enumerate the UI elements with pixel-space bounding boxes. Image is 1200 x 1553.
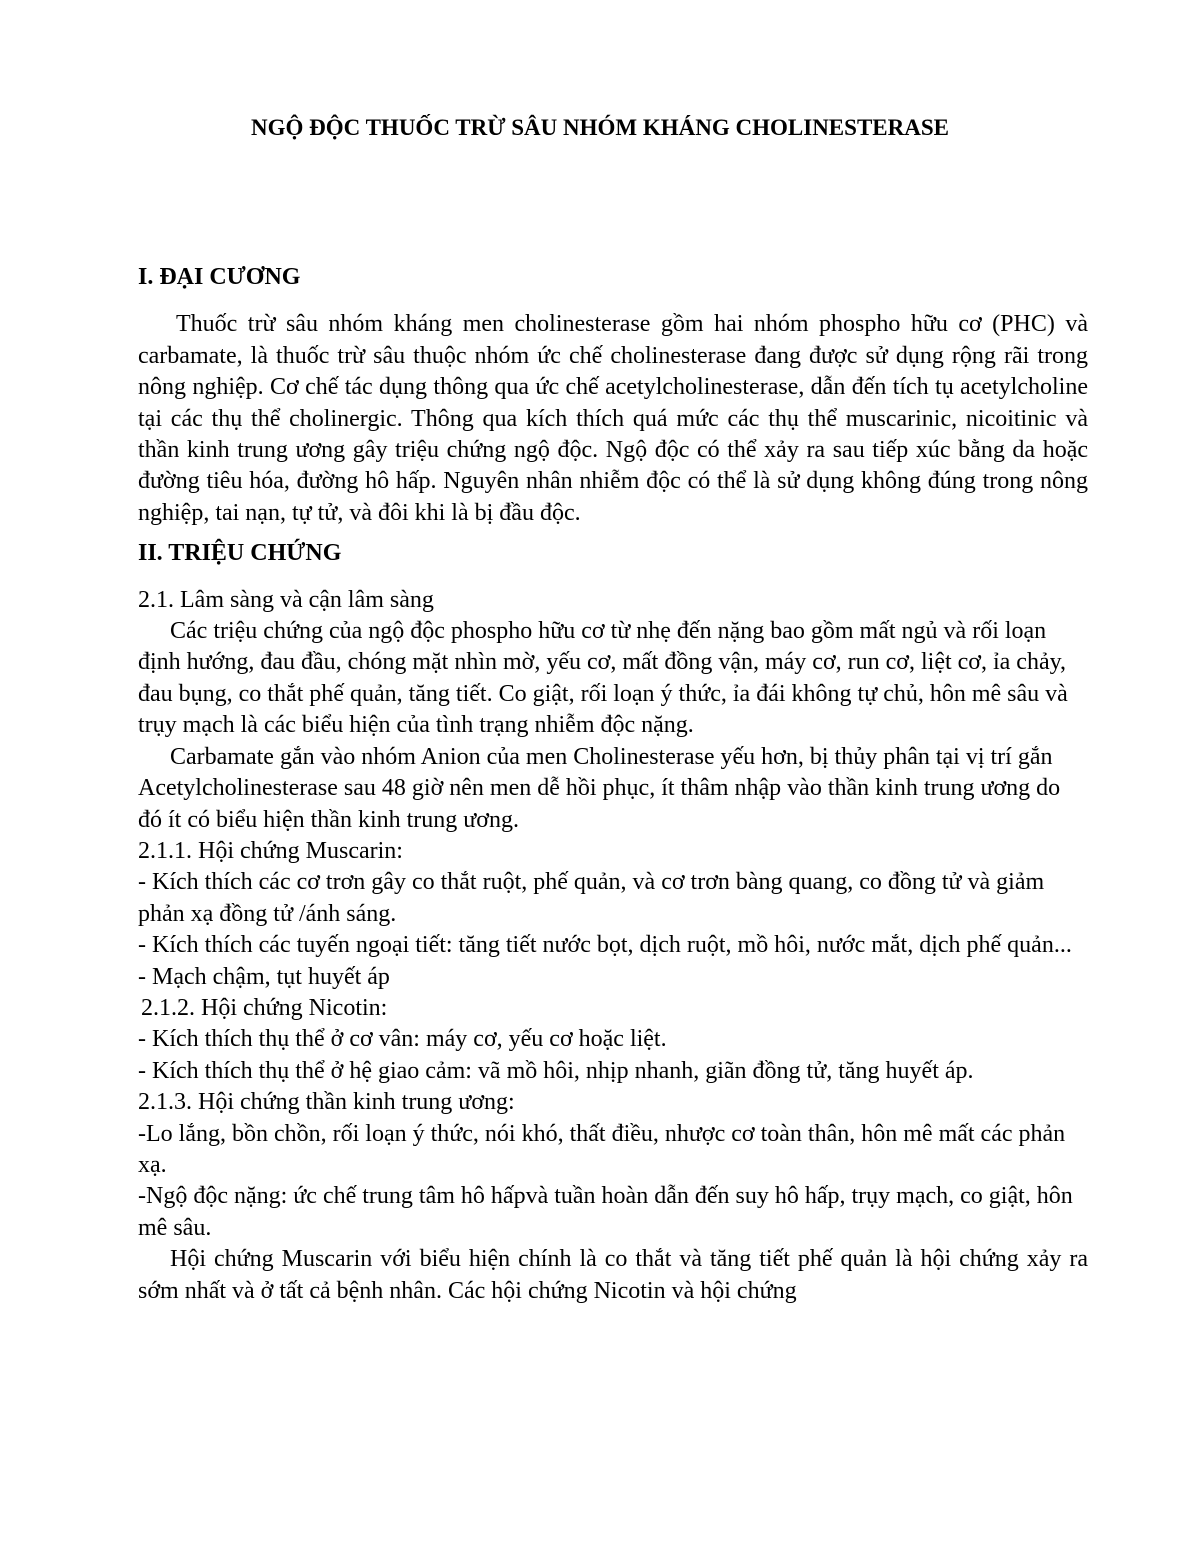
list-item-muscarin-1: - Kích thích các cơ trơn gây co thắt ruột, phế quản, và cơ trơn bàng quang, co đồng tử và giảm phản xạ đồng tử /ánh sáng. [138,869,1045,927]
section-heading-dai-cuong: I. ĐẠI CƯƠNG [138,264,301,290]
document-body [138,262,1088,1307]
list-item-nicotin-1: - Kích thích thụ thể ở cơ vân: máy cơ, yếu cơ hoặc liệt. [138,1026,667,1053]
subheading-lam-sang: 2.1. Lâm sàng và cận lâm sàng [138,586,434,613]
paragraph-dai-cuong: Thuốc trừ sâu nhóm kháng men cholinesterase gồm hai nhóm phospho hữu cơ (PHC) và carbamate, là thuốc trừ sâu thuộc nhóm ức chế cholinesterase đang được sử dụng rộng rãi trong nông nghiệp. Cơ chế tác dụng thông qua ức chế acetylcholinesterase, dẫn đến tích tụ acetylcholine tại các thụ thể cholinergic. Thông qua kích thích quá mức các thụ thể muscarinic, nicoitinic và thần kinh trung ương gây triệu chứng ngộ độc. Ngộ độc có thể xảy ra sau tiếp xúc bằng da hoặc đường tiêu hóa, đường hô hấp. Nguyên nhân nhiễm độc có thể là sử dụng không đúng trong nông nghiệp, tai nạn, tự tử, và đôi khi là bị đầu độc. [138,311,1088,526]
paragraph-trieu-chung-phc: Các triệu chứng của ngộ độc phospho hữu cơ từ nhẹ đến nặng bao gồm mất ngủ và rối loạn định hướng, đau đầu, chóng mặt nhìn mờ, yếu cơ, mất đồng vận, máy cơ, run cơ, liệt cơ, ỉa chảy, đau bụng, co thắt phế quản, tăng tiết. Co giật, rối loạn ý thức, ỉa đái không tự chủ, hôn mê sâu và trụy mạch là các biểu hiện của tình trạng nhiễm độc nặng. [138,618,1068,739]
list-item-muscarin-2: - Kích thích các tuyến ngoại tiết: tăng tiết nước bọt, dịch ruột, mồ hôi, nước mắt, dịch phế quản... [138,932,1072,959]
list-item-muscarin-3: - Mạch chậm, tụt huyết áp [138,963,390,990]
subheading-muscarin: 2.1.1. Hội chứng Muscarin: [138,837,403,864]
subheading-nicotin: 2.1.2. Hội chứng Nicotin: [141,994,388,1021]
paragraph-muscarin-summary: Hội chứng Muscarin với biểu hiện chính là co thắt và tăng tiết phế quản là hội chứng xảy ra sớm nhất và ở tất cả bệnh nhân. Các hội chứng Nicotin và hội chứng [138,1246,1088,1304]
paragraph-carbamate: Carbamate gắn vào nhóm Anion của men Cholinesterase yếu hơn, bị thủy phân tại vị trí gắn Acetylcholinesterase sau 48 giờ nên men dễ hồi phục, ít thâm nhập vào thần kinh trung ương do đó ít có biểu hiện thần kinh trung ương. [138,743,1061,833]
subheading-than-kinh-trung-uong: 2.1.3. Hội chứng thần kinh trung ương: [138,1089,515,1116]
list-item-cns-2: -Ngộ độc nặng: ức chế trung tâm hô hấpvà tuần hoàn dẫn đến suy hô hấp, trụy mạch, co giật, hôn mê sâu. [138,1183,1073,1241]
list-item-nicotin-2: - Kích thích thụ thể ở hệ giao cảm: vã mồ hôi, nhịp nhanh, giãn đồng tử, tăng huyết áp. [138,1057,974,1084]
document-title: NGỘ ĐỘC THUỐC TRỪ SÂU NHÓM KHÁNG CHOLINESTERASE [251,115,949,140]
list-item-cns-1: -Lo lắng, bồn chồn, rối loạn ý thức, nói khó, thất điều, nhược cơ toàn thân, hôn mê mất các phản xạ. [138,1120,1066,1178]
section-heading-trieu-chung: II. TRIỆU CHỨNG [138,540,342,567]
